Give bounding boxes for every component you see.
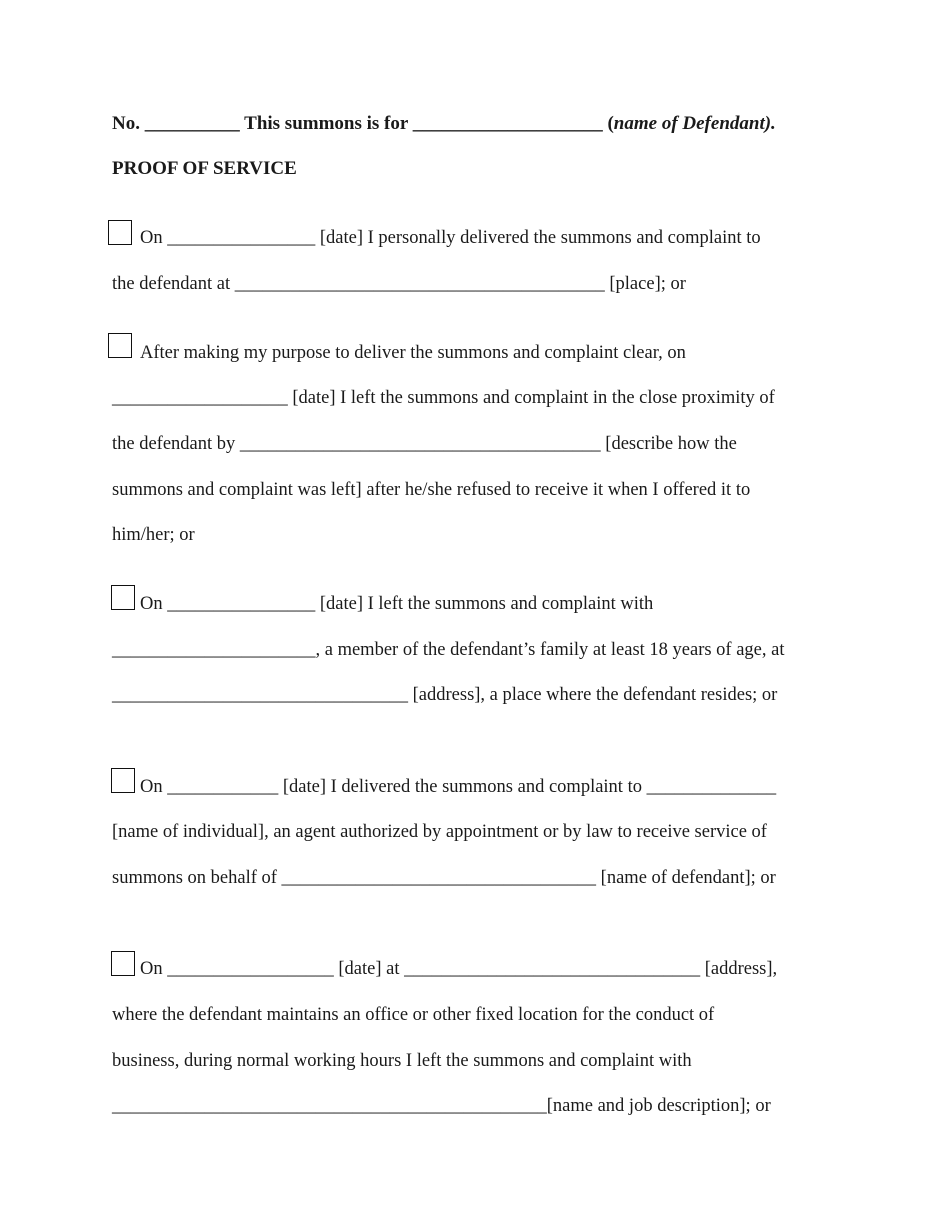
option5-line4: _______________________________________________[name and job description]; or: [112, 1096, 771, 1116]
page-title: PROOF OF SERVICE: [112, 158, 297, 179]
summons-for-label: This summons is for ____________________ (: [239, 113, 614, 134]
option5-line3: business, during normal working hours I left the summons and complaint with: [112, 1051, 692, 1071]
option1-line1: On ________________ [date] I personally delivered the summons and complaint to: [140, 228, 761, 248]
option4-line2: [name of individual], an agent authorized by appointment or by law to receive service of: [112, 822, 767, 842]
option5-line1: On __________________ [date] at ________________________________ [address],: [140, 959, 778, 979]
option3-line3: ________________________________ [address], a place where the defendant resides; or: [112, 685, 778, 705]
option2-line4: summons and complaint was left] after he/she refused to receive it when I offered it to: [112, 480, 751, 500]
option2-line3: the defendant by _______________________________________ [describe how the: [112, 434, 737, 454]
refused-delivery-checkbox[interactable]: [108, 333, 132, 358]
option3-line1: On ________________ [date] I left the summons and complaint with: [140, 594, 654, 614]
option1-line2: the defendant at ________________________________________ [place]; or: [112, 274, 686, 294]
authorized-agent-checkbox[interactable]: [111, 768, 135, 793]
summons-header-line: [112, 112, 776, 136]
option5-line2: where the defendant maintains an office or other fixed location for the conduct of: [112, 1005, 715, 1025]
option3-line2: ______________________, a member of the defendant’s family at least 18 years of age, at: [112, 640, 785, 660]
case-number-label: No. __________: [112, 113, 240, 134]
family-member-checkbox[interactable]: [111, 585, 135, 610]
option2-line2: ___________________ [date] I left the summons and complaint in the close proximity of: [112, 388, 775, 408]
name-of-defendant-label: name of Defendant).: [613, 113, 776, 134]
personal-delivery-checkbox[interactable]: [108, 220, 132, 245]
option2-line1: After making my purpose to deliver the summons and complaint clear, on: [140, 343, 686, 363]
option4-line1: On ____________ [date] I delivered the summons and complaint to ______________: [140, 777, 777, 797]
business-office-checkbox[interactable]: [111, 951, 135, 976]
option4-line3: summons on behalf of __________________________________ [name of defendant]; or: [112, 868, 776, 888]
option2-line5: him/her; or: [112, 525, 195, 545]
